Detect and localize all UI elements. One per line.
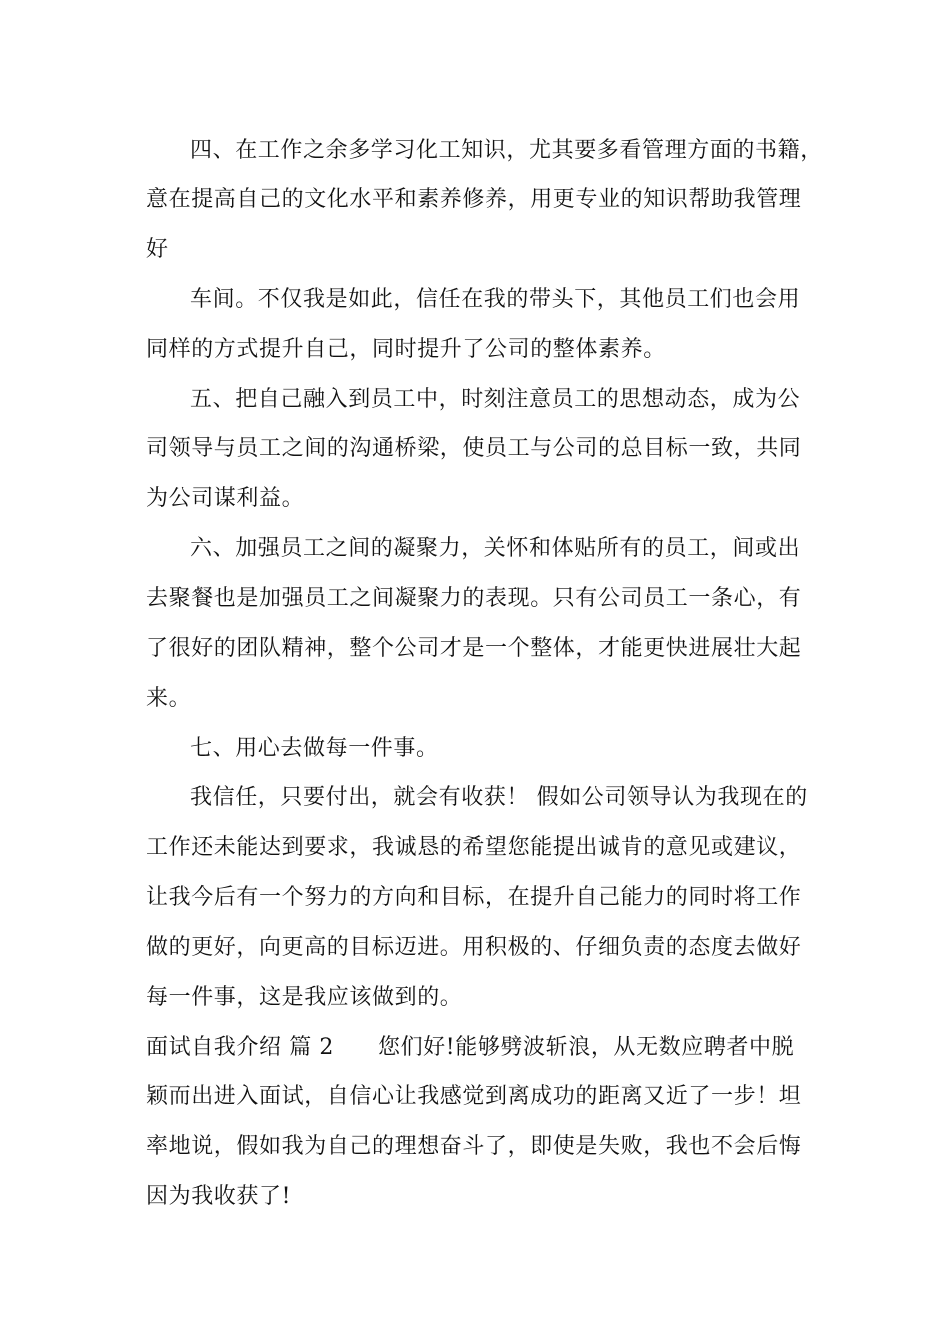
paragraph-line: 同样的方式提升自己，同时提升了公司的整体素养。 <box>146 337 666 362</box>
paragraph-line: 颖而出进入面试，自信心让我感觉到离成功的距离又近了一步！坦 <box>146 1084 802 1109</box>
paragraph-line: 来。 <box>146 686 192 711</box>
paragraph-line: 为公司谋利益。 <box>146 486 305 511</box>
paragraph-line: 我信任，只要付出，就会有收获！ 假如公司领导认为我现在的 <box>190 785 808 810</box>
paragraph-line: 司领导与员工之间的沟通桥梁，使员工与公司的总目标一致，共同 <box>146 436 802 461</box>
section-first-line: 您们好!能够劈波斩浪，从无数应聘者中脱 <box>377 1035 795 1060</box>
paragraph-line: 让我今后有一个努力的方向和目标，在提升自己能力的同时将工作 <box>146 885 802 910</box>
paragraph-line: 因为我收获了! <box>146 1184 292 1209</box>
paragraph-line: 车间。不仅我是如此，信任在我的带头下，其他员工们也会用 <box>190 287 801 312</box>
paragraph-line: 意在提高自己的文化水平和素养修养，用更专业的知识帮助我管理 <box>146 187 802 212</box>
paragraph-line: 好 <box>146 237 169 262</box>
paragraph-line: 五、把自己融入到员工中，时刻注意员工的思想动态，成为公 <box>190 387 801 412</box>
paragraph-line: 七、用心去做每一件事。 <box>190 736 439 761</box>
paragraph-line: 六、加强员工之间的凝聚力，关怀和体贴所有的员工，间或出 <box>190 536 801 561</box>
paragraph-line: 四、在工作之余多学习化工知识，尤其要多看管理方面的书籍， <box>190 138 823 163</box>
section-heading-line <box>146 1033 794 1063</box>
paragraph-line: 工作还未能达到要求，我诚恳的希望您能提出诚肯的意见或建议， <box>146 835 802 860</box>
paragraph-line: 去聚餐也是加强员工之间凝聚力的表现。只有公司员工一条心，有 <box>146 586 802 611</box>
paragraph-line: 了很好的团队精神，整个公司才是一个整体，才能更快进展壮大起 <box>146 636 802 661</box>
paragraph-line: 做的更好，向更高的目标迈进。用积极的、仔细负责的态度去做好 <box>146 935 802 960</box>
paragraph-line: 每一件事，这是我应该做到的。 <box>146 985 463 1010</box>
paragraph-line: 率地说，假如我为自己的理想奋斗了，即使是失败，我也不会后悔 <box>146 1134 802 1159</box>
section-heading: 面试自我介绍 篇 2 <box>146 1035 334 1060</box>
